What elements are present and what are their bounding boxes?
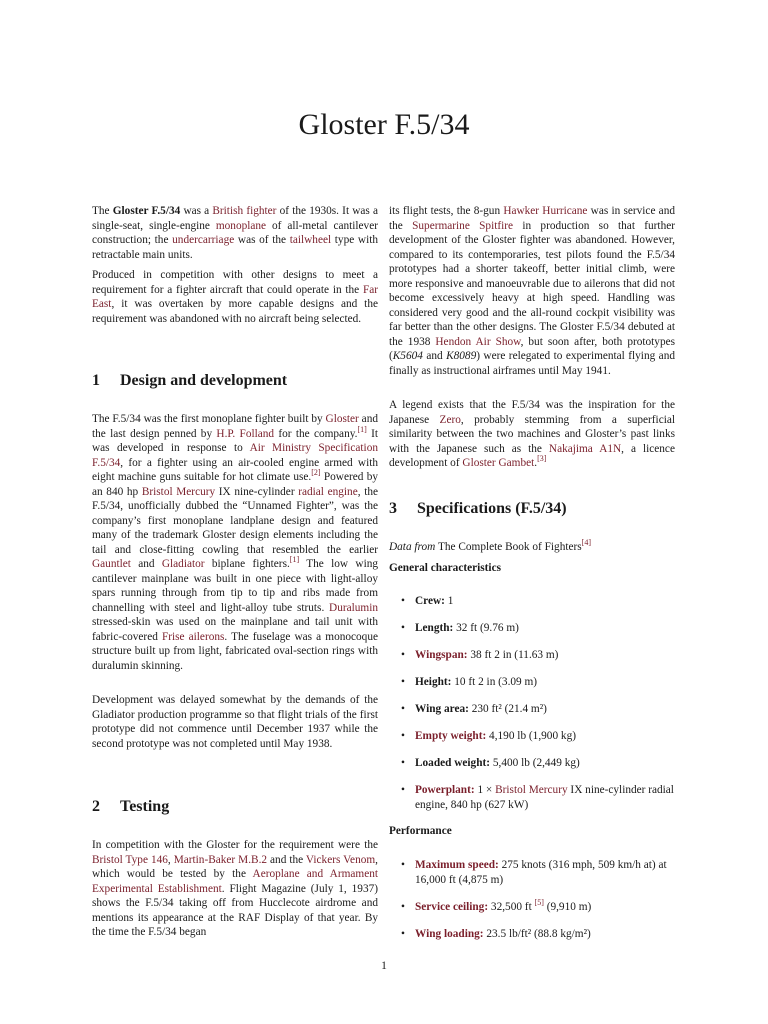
testing-paragraph-1-continued: its flight tests, the 8-gun Hawker Hurricane was in service and the Supermarine Spitfire in production so that further development of the Gloster fighter was abandoned. However, compared to its contemporaries, test pilots found the F.5/34 prototypes had a shorter takeoff, better initial climb, were more responsive and manoeuvrable due to ailerons that did not become excessively heavy at high speed. Handling was considered very good and the all-round cockpit visibility was far better than the other designs. The Gloster F.5/34 debuted at the 1938 Hendon Air Show, but soon after, both prototypes (K5604 and K8089) were relegated to experimental flying and finally as instructional airframes until May 1941. bbox=[389, 205, 676, 377]
link-martin-baker[interactable]: Martin-Baker M.B.2 bbox=[173, 853, 268, 866]
list-item: • Wingspan: 38 ft 2 in (11.63 m) bbox=[389, 648, 675, 663]
link-radial-engine[interactable]: radial engine bbox=[298, 485, 358, 498]
link-maximum-speed[interactable]: Maximum speed: bbox=[415, 859, 499, 871]
link-gloster[interactable]: Gloster bbox=[325, 413, 359, 425]
data-source: Data from The Complete Book of Fighters[4] bbox=[389, 538, 591, 553]
general-characteristics-list bbox=[389, 594, 675, 812]
list-item: • Wing area: 230 ft² (21.4 m²) bbox=[389, 702, 675, 717]
performance-list bbox=[389, 858, 675, 941]
link-hendon-air-show[interactable]: Hendon Air Show bbox=[435, 335, 521, 348]
general-characteristics-heading: General characteristics bbox=[389, 562, 501, 574]
link-bristol-mercury-2[interactable]: Bristol Mercury bbox=[495, 784, 568, 796]
design-paragraph-1: The F.5/34 was the first monoplane fighter built by Gloster and the last design penned by H.P. Folland for the company.[1] It was developed in response to Air Ministry Specification F.5/34, for a fighter using an air-cooled engine armed with eight machine guns suitable for hot climate use.[2] Powered by an 840 hp Bristol Mercury IX nine-cylinder radial engine, the F.5/34, unofficially dubbed the “Unnamed Fighter”, was the company’s first monoplane landplane design and featured many of the trademark Gloster design elements including the tail and close-fitting cowling that resembled the earlier Gauntlet and Gladiator biplane fighters.[1] The low wing cantilever mainplane was built in one piece with light-alloy spars running through from tip to tip and ribs made from channelling with steel and light-alloy tube struts. Duralumin stressed-skin was used on the mainplane and tail unit with fabric-covered Frise ailerons. The fuselage was a monocoque structure built up from light, fabricated oval-section rings with duralumin skinning. bbox=[92, 413, 379, 672]
citation-1b[interactable]: [1] bbox=[289, 555, 300, 565]
link-tailwheel[interactable]: tailwheel bbox=[289, 234, 332, 246]
citation-3[interactable]: [3] bbox=[537, 454, 547, 464]
link-empty-weight[interactable]: Empty weight: bbox=[415, 730, 487, 742]
citation-5[interactable]: [5] bbox=[534, 897, 544, 907]
list-item: • Empty weight: 4,190 lb (1,900 kg) bbox=[389, 729, 675, 744]
intro-paragraph-2: Produced in competition with other designs to meet a requirement for a fighter aircraft that could operate in the Far East, it was overtaken by more capable designs and the requirement was abandoned with no aircraft being selected. bbox=[92, 269, 378, 325]
list-item: • Crew: 1 bbox=[389, 594, 675, 609]
link-far-east[interactable]: Far East bbox=[92, 283, 378, 310]
link-hawker-hurricane[interactable]: Hawker Hurricane bbox=[503, 205, 588, 217]
section-heading-specs: 3 Specifications (F.5/34) bbox=[389, 500, 567, 517]
link-british[interactable]: British bbox=[212, 205, 244, 217]
list-item: • Maximum speed: 275 knots (316 mph, 509 km/h at) at 16,000 ft (4,875 m) bbox=[389, 858, 675, 887]
link-zero[interactable]: Zero bbox=[439, 413, 461, 426]
list-item: • Height: 10 ft 2 in (3.09 m) bbox=[389, 675, 675, 690]
citation-2[interactable]: [2] bbox=[311, 468, 321, 478]
citation-4[interactable]: [4] bbox=[581, 538, 591, 548]
list-item: • Loaded weight: 5,400 lb (2,449 kg) bbox=[389, 756, 675, 771]
section-heading-testing: 2 Testing bbox=[92, 798, 170, 815]
performance-heading: Performance bbox=[389, 825, 452, 837]
link-gladiator[interactable]: Gladiator bbox=[161, 558, 205, 570]
page-number: 1 bbox=[381, 960, 387, 972]
link-frise-ailerons[interactable]: Frise ailerons bbox=[161, 630, 225, 643]
link-hp-folland[interactable]: H.P. Folland bbox=[216, 427, 275, 440]
link-monoplane[interactable]: monoplane bbox=[215, 219, 267, 232]
link-fighter[interactable]: fighter bbox=[246, 205, 277, 217]
link-vickers-venom[interactable]: Vickers Venom bbox=[305, 853, 376, 866]
page-title: Gloster F.5/34 bbox=[298, 108, 470, 141]
testing-paragraph-1: In competition with the Gloster for the requirement were the Bristol Type 146, Martin-Baker M.B.2 and the Vickers Venom, which would be tested by the Aeroplane and Armament Experimental Establishment. Flight Magazine (July 1, 1937) shows the F.5/34 taking off from Hucclecote airdrome and mentions its appearance at the RAF Display of that year. By the time the F.5/34 began bbox=[92, 839, 379, 938]
link-bristol-mercury[interactable]: Bristol Mercury bbox=[141, 485, 216, 498]
link-supermarine-spitfire[interactable]: Supermarine Spitfire bbox=[412, 219, 514, 232]
intro-paragraph-1: The Gloster F.5/34 was a British fighter of the 1930s. It was a single-seat, single-engine monoplane of all-metal cantilever construction; the undercarriage was of the tailwheel type with retractable main units. bbox=[92, 205, 379, 261]
citation-1[interactable]: [1] bbox=[357, 424, 367, 434]
link-duralumin[interactable]: Duralumin bbox=[329, 601, 378, 614]
link-gauntlet[interactable]: Gauntlet bbox=[92, 558, 131, 570]
design-paragraph-2: Development was delayed somewhat by the demands of the Gladiator production programme so that flight trials of the first prototype did not commence until December 1937 while the second prototype was not completed until May 1938. bbox=[92, 694, 378, 750]
link-wing-loading[interactable]: Wing loading: bbox=[415, 927, 484, 940]
link-aaee[interactable]: Aeroplane and Armament Experimental Establishment bbox=[92, 868, 378, 895]
link-service-ceiling[interactable]: Service ceiling: bbox=[415, 900, 489, 913]
link-air-ministry-spec[interactable]: Air Ministry Specification F.5/34 bbox=[92, 442, 378, 469]
link-wingspan[interactable]: Wingspan: bbox=[415, 649, 468, 661]
list-item: • Powerplant: 1 × Bristol Mercury IX nine-cylinder radial engine, 840 hp (627 kW) bbox=[389, 783, 675, 812]
list-item: • Length: 32 ft (9.76 m) bbox=[389, 621, 675, 636]
testing-paragraph-2: A legend exists that the F.5/34 was the inspiration for the Japanese Zero, probably stemming from a superficial similarity between the two machines and Gloster’s past links with the Japanese such as the Nakajima A1N, a licence development of Gloster Gambet.[3] bbox=[389, 399, 675, 469]
link-bristol-type-146[interactable]: Bristol Type 146 bbox=[92, 853, 168, 866]
link-gloster-gambet[interactable]: Gloster Gambet bbox=[462, 457, 535, 469]
link-powerplant[interactable]: Powerplant: bbox=[415, 784, 475, 796]
link-undercarriage[interactable]: undercarriage bbox=[172, 234, 235, 246]
list-item: • Wing loading: 23.5 lb/ft² (88.8 kg/m²) bbox=[389, 927, 675, 942]
link-nakajima-a1n[interactable]: Nakajima A1N bbox=[548, 442, 622, 455]
list-item: • Service ceiling: 32,500 ft [5] (9,910 m) bbox=[389, 900, 675, 915]
section-heading-design: 1 Design and development bbox=[92, 372, 288, 389]
